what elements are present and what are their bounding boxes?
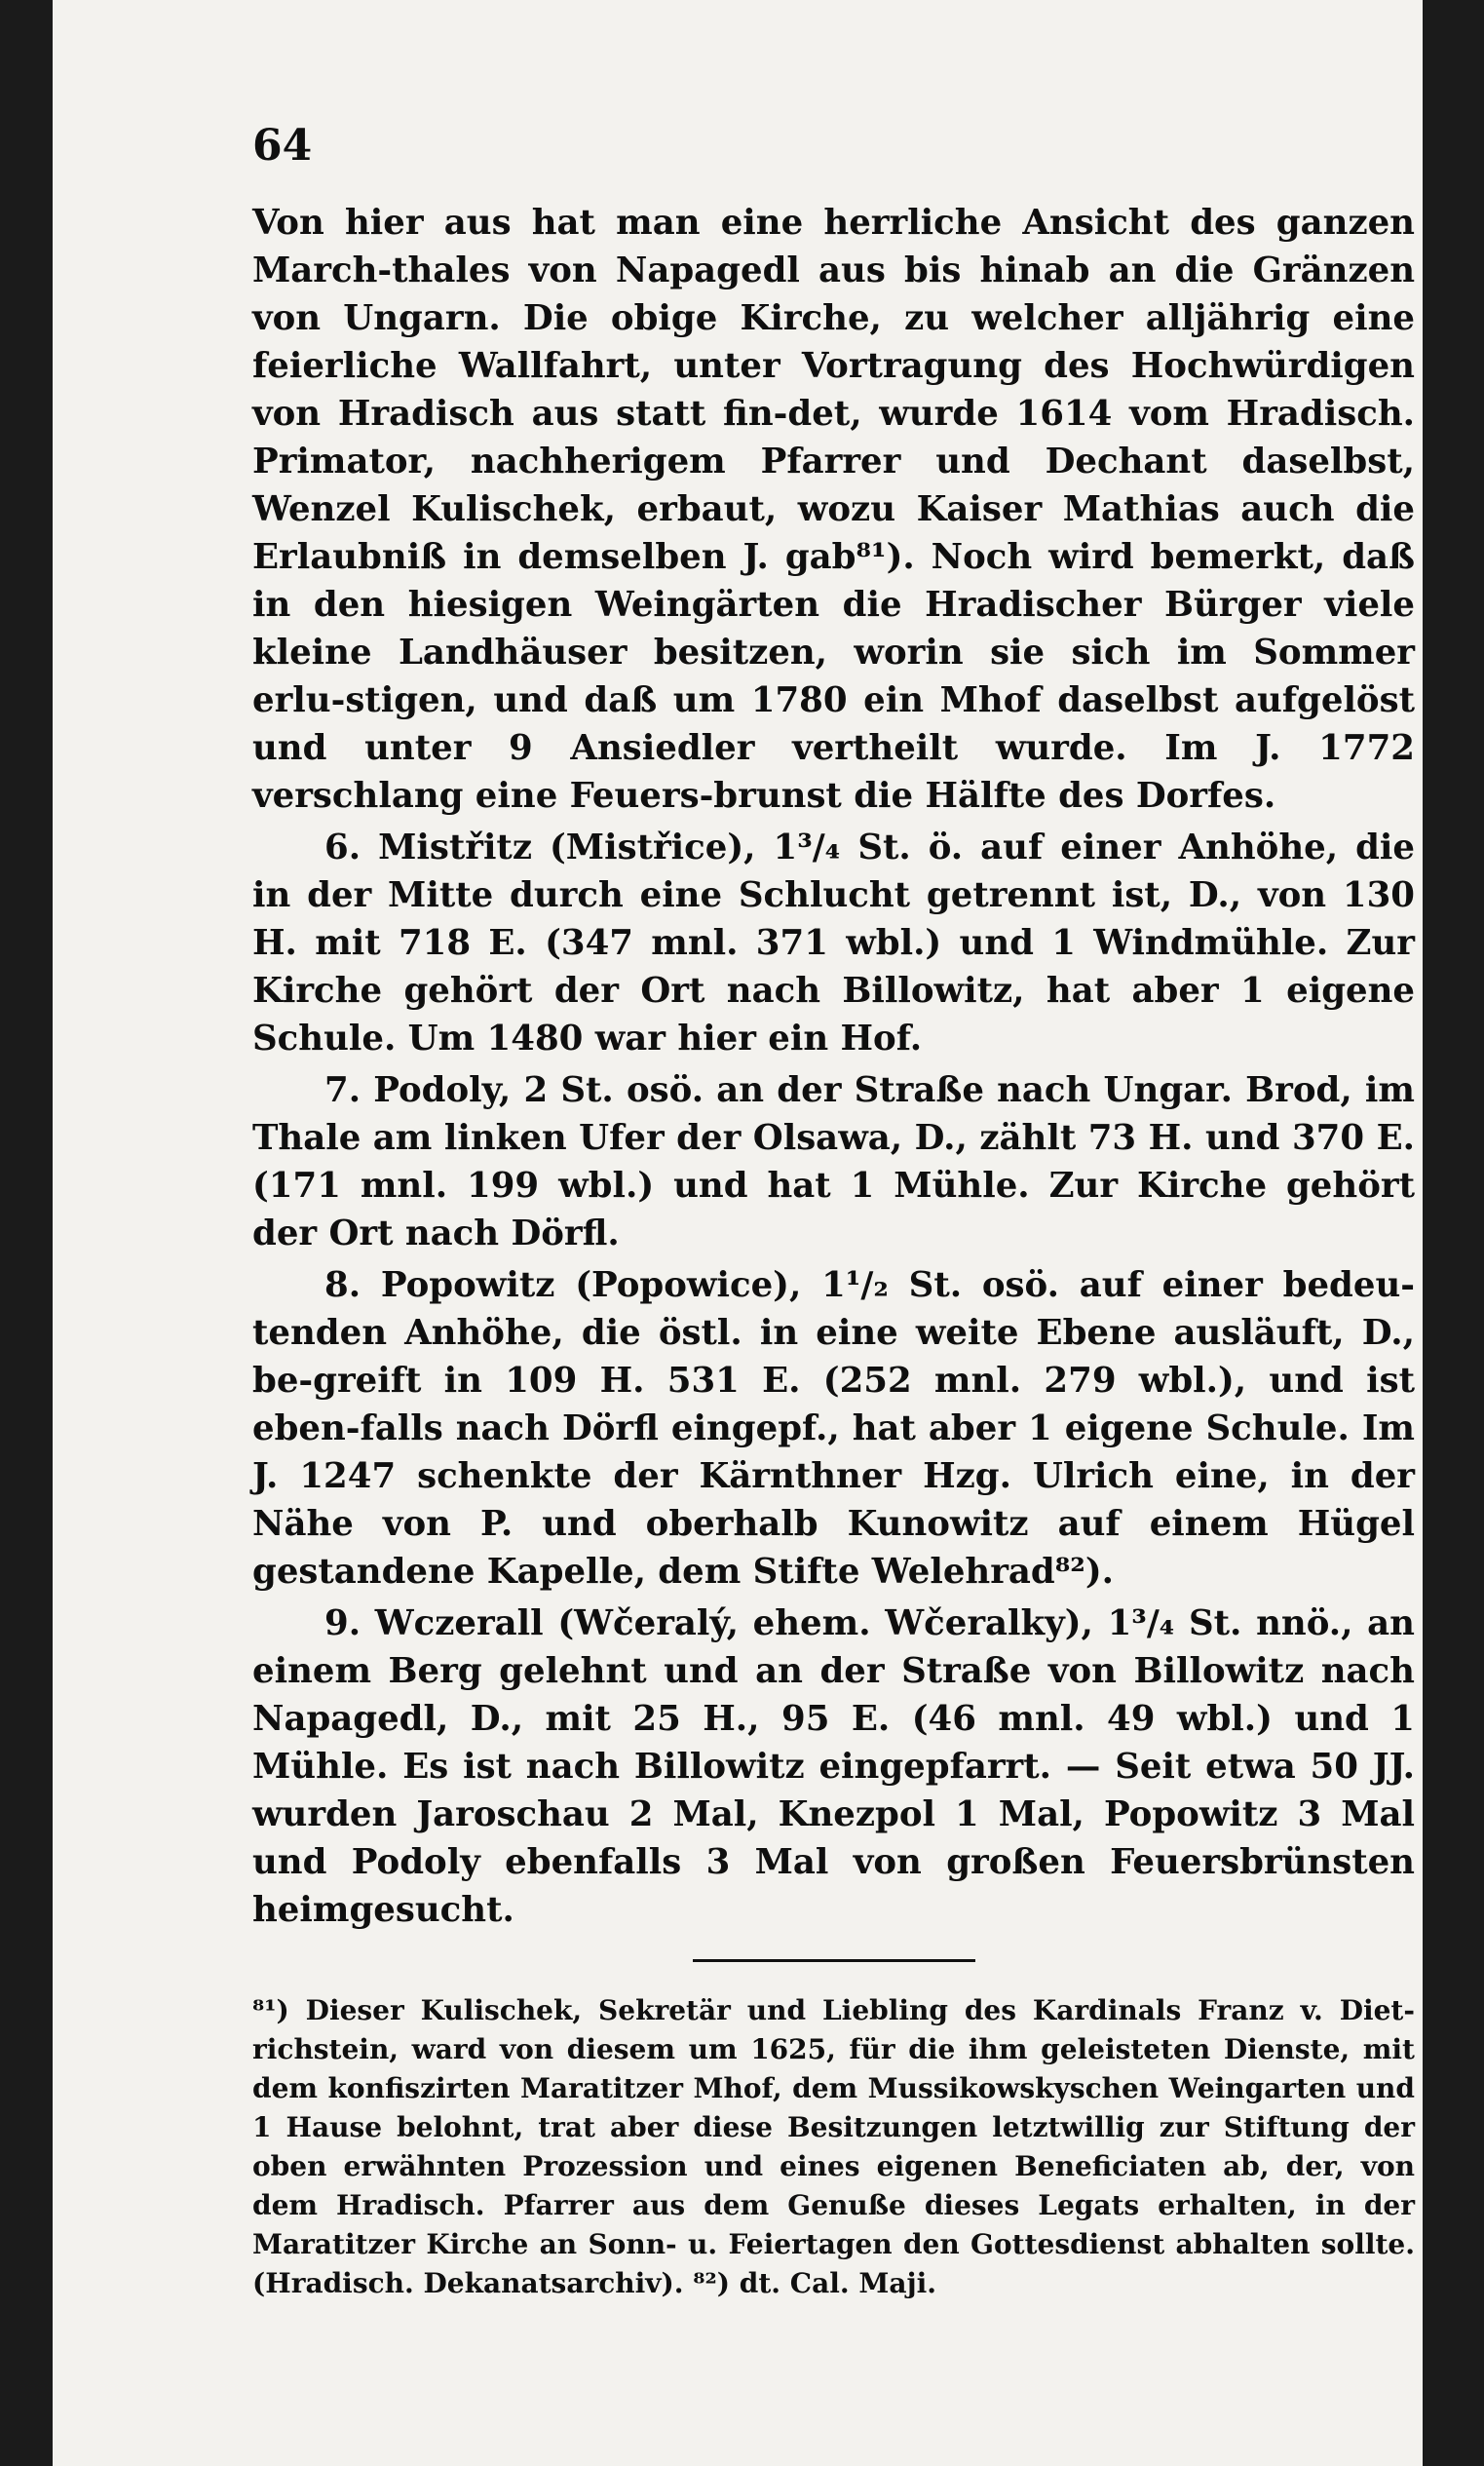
entry-text: 1³/₄ St. ö. auf einer Anhöhe, die in der Mitte durch eine Schlucht getrennt ist, D., von 130 H. mit 718 E. (347 mnl. 371 wbl.) und 1 Windmühle. Zur Kirche gehört der Ort nach Billowitz, hat aber 1 eigene Schule. Um 1480 war hier ein Hof. [252, 828, 1415, 1059]
entry-heading: 7. Podoly, [324, 1070, 512, 1110]
entry-heading: 8. Popowitz (Popowice), [324, 1265, 802, 1305]
page-number: 64 [252, 121, 313, 171]
footnotes: ⁸¹) Dieser Kulischek, Sekretär und Liebling des Kardinals Franz v. Diet-richstein, ward von diesem um 1625, für die ihm geleisteten Dienste, mit dem konfiszirten Maratitzer Mhof, dem Mussikowskyschen Weingarten und 1 Hause belohnt, trat aber diese Besitzungen letztwillig zur Stiftung der oben erwähnten Prozession und eines eigenen Beneficiaten ab, der, von dem Hradisch. Pfarrer aus dem Genuße dieses Legats erhalten, in der Maratitzer Kirche an Sonn- u. Feiertagen den Gottesdienst abhalten sollte. (Hradisch. Dekanatsarchiv). ⁸²) dt. Cal. Maji. [252, 1994, 1415, 2299]
entry-popowitz [252, 1261, 1415, 1596]
footnote-divider [693, 1959, 975, 1962]
entry-podoly [252, 1066, 1415, 1257]
book-page [53, 0, 1423, 2466]
page-text-block [252, 117, 1415, 2303]
entry-text: 1¹/₂ St. osö. auf einer bedeu-tenden Anhöhe, die östl. in eine weite Ebene ausläuft, D., be-greift in 109 H. 531 E. (252 mnl. 279 wbl.), und ist eben-falls nach Dörfl eingepf., hat aber 1 eigene Schule. Im J. 1247 schenkte der Kärnthner Hzg. Ulrich eine, in der Nähe von P. und oberhalb Kunowitz auf einem Hügel gestandene Kapelle, dem Stifte Welehrad⁸²). [252, 1265, 1415, 1592]
entry-text: 2 St. osö. an der Straße nach Ungar. Brod, im Thale am linken Ufer der Olsawa, D., zählt 73 H. und 370 E. (171 mnl. 199 wbl.) und hat 1 Mühle. Zur Kirche gehört der Ort nach Dörfl. [252, 1070, 1415, 1253]
entry-heading: 6. Mistřitz (Mistřice), [324, 828, 756, 867]
entry-text: 1³/₄ St. nnö., an einem Berg gelehnt und an der Straße von Billowitz nach Napagedl, D., mit 25 H., 95 E. (46 mnl. 49 wbl.) und 1 Mühle. Es ist nach Billowitz eingepfarrt. — Seit etwa 50 JJ. wurden Jaroschau 2 Mal, Knezpol 1 Mal, Popowitz 3 Mal und Podoly ebenfalls 3 Mal von großen Feuersbrünsten heimgesucht. [252, 1603, 1415, 1930]
entry-mistritz [252, 824, 1415, 1062]
entry-wczerall [252, 1599, 1415, 1934]
entry-heading: 9. Wczerall (Wčeralý, ehem. Wčeralky), [324, 1603, 1093, 1643]
intro-paragraph: Von hier aus hat man eine herrliche Ansicht des ganzen March-thales von Napagedl aus bis hinab an die Gränzen von Ungarn. Die obige Kirche, zu welcher alljährig eine feierliche Wallfahrt, unter Vortragung des Hochwürdigen von Hradisch aus statt fin-det, wurde 1614 vom Hradisch. Primator, nachherigem Pfarrer und Dechant daselbst, Wenzel Kulischek, erbaut, wozu Kaiser Mathias auch die Erlaubniß in demselben J. gab⁸¹). Noch wird bemerkt, daß in den hiesigen Weingärten die Hradischer Bürger viele kleine Landhäuser besitzen, worin sie sich im Sommer erlu-stigen, und daß um 1780 ein Mhof daselbst aufgelöst und unter 9 Ansiedler vertheilt wurde. Im J. 1772 verschlang eine Feuers-brunst die Hälfte des Dorfes. [252, 203, 1415, 816]
main-text [252, 199, 1415, 1934]
